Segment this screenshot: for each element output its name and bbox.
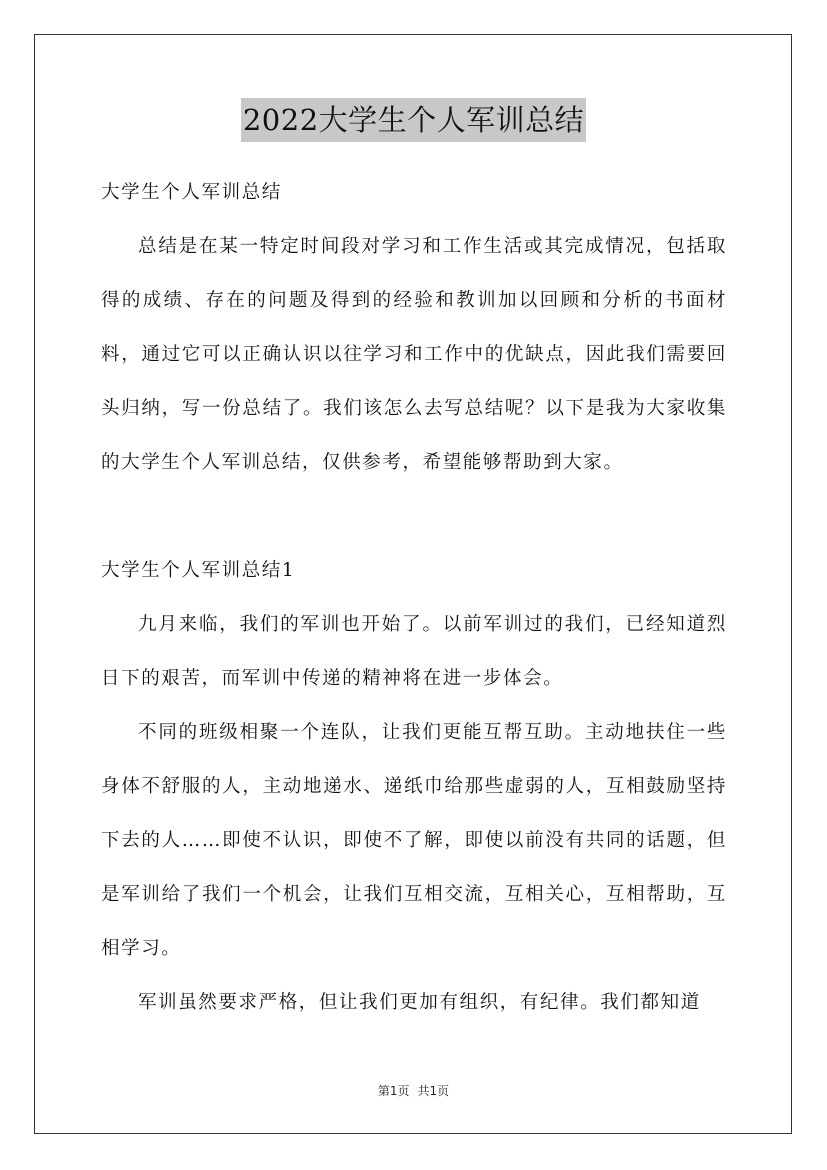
title-container (0, 98, 827, 142)
blank-line (101, 490, 727, 544)
body-paragraph-2: 不同的班级相聚一个连队，让我们更能互帮互助。主动地扶住一些身体不舒服的人，主动地递水、递纸巾给那些虚弱的人，互相鼓励坚持下去的人……即使不认识，即使不了解，即使以前没有共同的话题，但是军训给了我们一个机会，让我们互相交流，互相关心，互相帮助，互相学习。 (101, 722, 727, 959)
page-total: 共1页 (417, 1084, 450, 1098)
document-subtitle: 大学生个人军训总结 (101, 182, 282, 203)
section-heading: 大学生个人军训总结1 (101, 560, 296, 581)
body-paragraph-1: 九月来临，我们的军训也开始了。以前军训过的我们，已经知道烈日下的艰苦，而军训中传递的精神将在进一步体会。 (101, 614, 727, 689)
page-number: 第1页 (377, 1084, 410, 1098)
document-title: 2022大学生个人军训总结 (241, 98, 586, 142)
document-body (101, 166, 727, 1030)
intro-paragraph: 总结是在某一特定时间段对学习和工作生活或其完成情况，包括取得的成绩、存在的问题及得到的经验和教训加以回顾和分析的书面材料，通过它可以正确认识以往学习和工作中的优缺点，因此我们需要回头归纳，写一份总结了。我们该怎么去写总结呢？以下是我为大家收集的大学生个人军训总结，仅供参考，希望能够帮助到大家。 (101, 236, 727, 473)
page-footer (0, 1082, 827, 1099)
body-paragraph-3: 军训虽然要求严格，但让我们更加有组织，有纪律。我们都知道 (138, 992, 701, 1013)
